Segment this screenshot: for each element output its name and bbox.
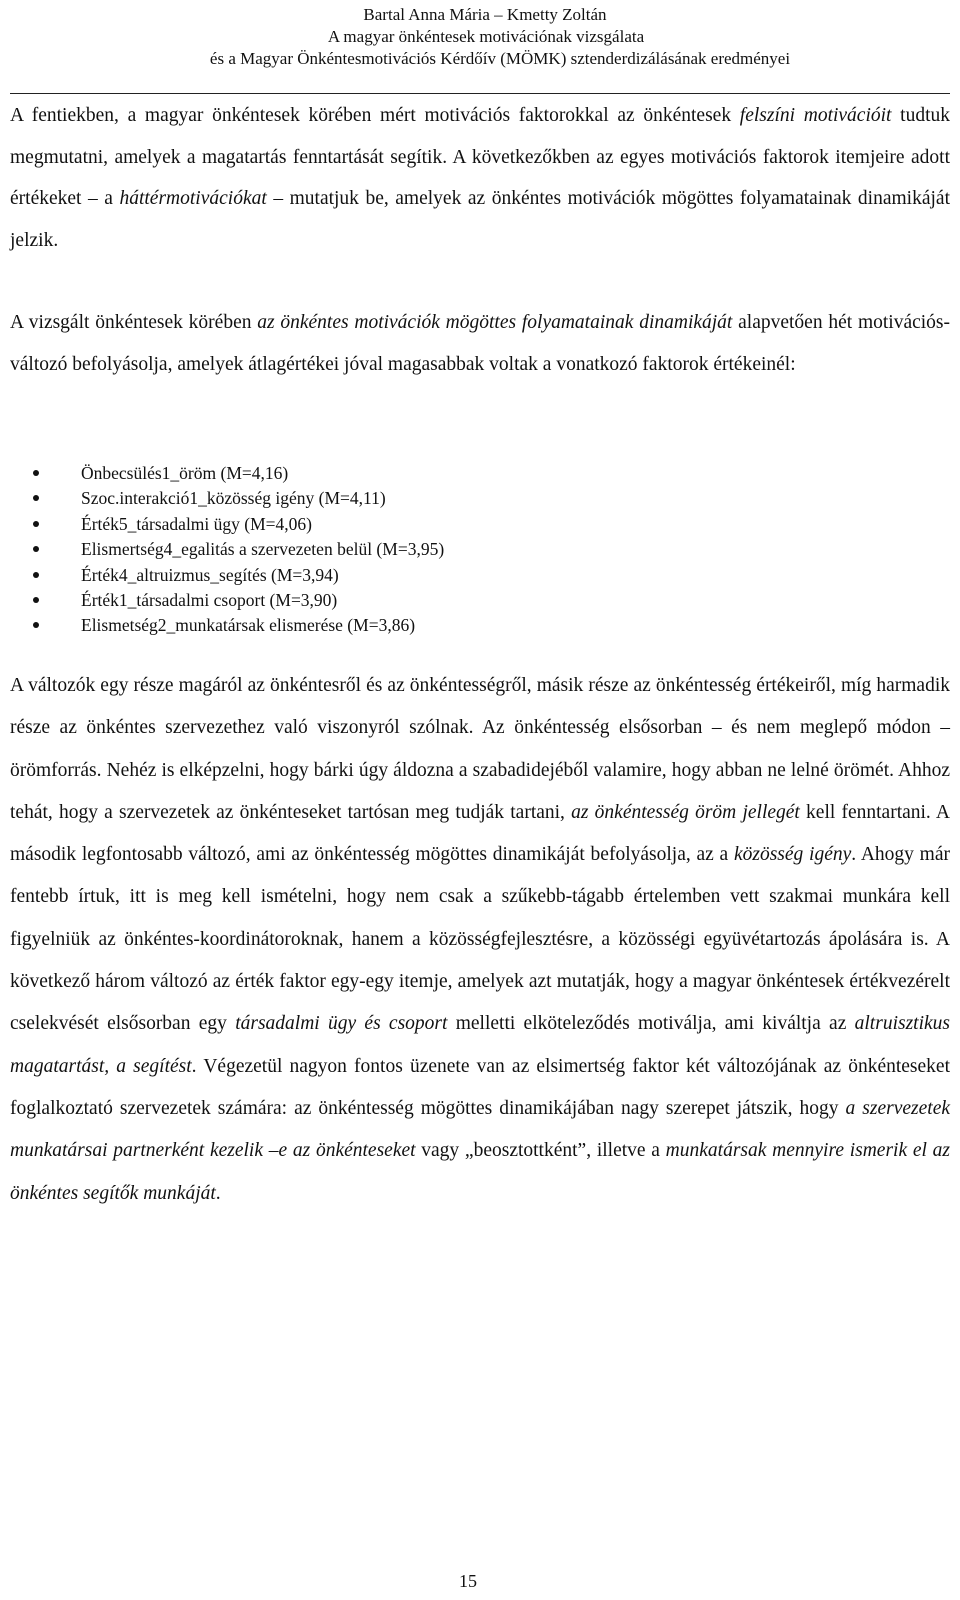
paragraph-1-text: A fentiekben, a magyar önkéntesek körében mért motivációs faktorokkal az önkéntesek xyxy=(10,105,740,126)
paragraph-3-text: . Végezetül nagyon fontos üzenete van az elsimertség faktor két változójának az önkénteseket foglalkoztató szervezetek számára: az önkéntesség mögöttes dinamikájában nagy szerepet játszik, hogy xyxy=(10,1055,950,1119)
list-item xyxy=(0,613,940,638)
list-item xyxy=(0,563,940,588)
paragraph-3-text: vagy „beosztottként”, illetve a xyxy=(415,1140,666,1162)
paragraph-3-text: melletti elköteleződés motiválja, ami kiváltja az xyxy=(447,1013,855,1035)
list-item xyxy=(0,537,940,562)
header-title-line2: és a Magyar Önkéntesmotivációs Kérdőív (MÖMK) sztenderdizálásának eredményei xyxy=(209,49,791,68)
list-item xyxy=(0,588,940,613)
list-item-text: Érték5_társadalmi ügy (M=4,06) xyxy=(81,513,312,534)
paragraph-1-text: tudtuk megmutatni, amelyek a magatartás fenntartását segítik. A következőkben az egyes motivációs faktorok itemjeire adott értékeket – a xyxy=(10,105,951,210)
paragraph-3-italic: munkatársak mennyire ismerik el az önkéntes segítők munkáját xyxy=(10,1140,950,1204)
paragraph-1-italic: háttérmotivációkat xyxy=(119,188,267,210)
motivation-variable-list xyxy=(0,461,940,639)
paragraph-1 xyxy=(10,95,950,261)
bullet-icon xyxy=(33,572,39,578)
list-item-text: Elismertség4_egalitás a szervezeten belül (M=3,95) xyxy=(81,539,445,560)
list-item xyxy=(0,512,940,537)
header-title-line1: A magyar önkéntesek motivációnak vizsgálata xyxy=(327,27,645,46)
paragraph-3-italic: altruisztikus magatartást, a segítést xyxy=(10,1013,950,1077)
bullet-icon xyxy=(33,470,39,476)
list-item xyxy=(0,486,940,511)
list-item-text: Szoc.interakció1_közösség igény (M=4,11) xyxy=(81,488,386,509)
bullet-icon xyxy=(33,622,39,628)
paragraph-3-italic: társadalmi ügy és csoport xyxy=(235,1013,448,1035)
list-item-text: Elismetség2_munkatársak elismerése (M=3,86) xyxy=(81,615,416,636)
paragraph-2-text: A vizsgált önkéntesek körében xyxy=(10,312,258,333)
paragraph-1-italic: felszíni motivációit xyxy=(739,105,892,126)
list-item-text: Érték4_altruizmus_segítés (M=3,94) xyxy=(81,564,339,585)
paragraph-2-text: alapvetően hét motivációs-változó befolyásolja, amelyek átlagértékei jóval magasabbak voltak a vonatkozó faktorok értékeinél: xyxy=(10,312,951,375)
list-item-text: Érték1_társadalmi csoport (M=3,90) xyxy=(81,590,338,611)
paragraph-3-italic: a szervezetek munkatársai partnerként kezelik –e az önkénteseket xyxy=(10,1097,950,1162)
running-header xyxy=(0,4,960,70)
header-rule xyxy=(10,93,950,94)
bullet-icon xyxy=(33,495,39,501)
paragraph-3-text: . xyxy=(215,1182,221,1204)
paragraph-3-text: A változók egy része magáról az önkéntesről és az önkéntességről, másik része az önkéntesség értékeiről, míg harmadik része az önkéntes szervezethez való viszonyról szólnak. Az önkéntesség elsősorban – és nem meglepő módon – örömforrás. Nehéz is elképzelni, hogy bárki úgy áldozna a szabadidejéből valamire, hogy abban ne lelné örömét. Ahhoz tehát, hogy a szervezetek az önkénteseket tartósan meg tudják tartani, xyxy=(10,675,950,823)
paragraph-3-text: . Ahogy már fentebb írtuk, itt is meg kell ismételni, hogy nem csak a szűkebb-tágabb értelemben vett szakmai munkára kell figyelniük az önkéntes-koordinátoroknak, hanem a közösségfejlesztésre, a közösségi együvétartozás ápolására is. A következő három változó az érték faktor egy-egy itemje, amelyek azt mutatják, hogy a magyar önkéntesek értékvezérelt cselekvését elsősorban egy xyxy=(10,844,950,1035)
paragraph-3 xyxy=(10,665,950,1215)
list-item-text: Önbecsülés1_öröm (M=4,16) xyxy=(81,463,289,483)
list-item xyxy=(0,461,940,486)
paragraph-3-italic: közösség igény xyxy=(733,844,852,866)
paragraph-2 xyxy=(10,302,950,385)
paragraph-3-text: kell fenntartani. A második legfontosabb változó, ami az önkéntesség mögöttes dinamikáját befolyásolja, az a xyxy=(10,801,951,866)
bullet-icon xyxy=(33,597,39,603)
paragraph-2-italic: az önkéntes motivációk mögöttes folyamatainak dinamikáját xyxy=(257,312,733,333)
bullet-icon xyxy=(33,521,39,527)
page-number: 15 xyxy=(459,1571,477,1591)
header-authors: Bartal Anna Mária – Kmetty Zoltán xyxy=(363,5,607,24)
paragraph-1-text: – mutatjuk be, amelyek az önkéntes motivációk mögöttes folyamatainak dinamikáját jelzik. xyxy=(10,188,950,251)
paragraph-3-italic: az önkéntesség öröm jellegét xyxy=(571,801,800,823)
bullet-icon xyxy=(33,546,39,552)
